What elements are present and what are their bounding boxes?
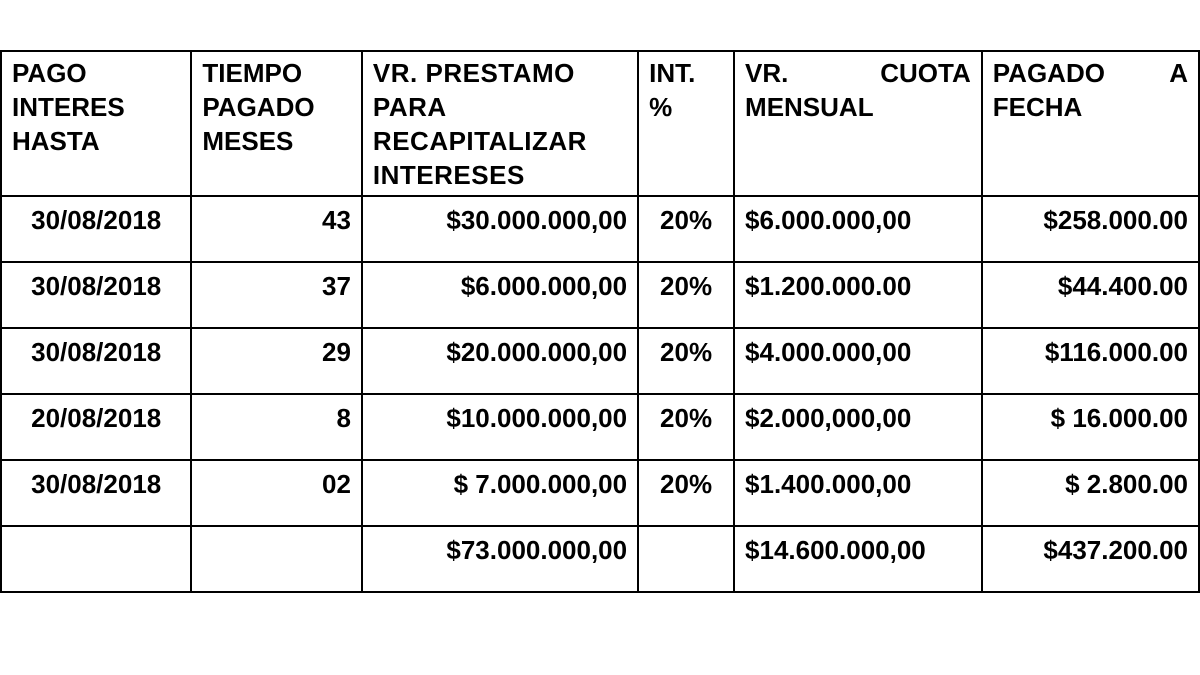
header-prestamo: VR. PRESTAMO PARA RECAPITALIZAR INTERESES	[362, 51, 638, 196]
cell-prestamo: $6.000.000,00	[362, 262, 638, 328]
cell-meses: 02	[191, 460, 362, 526]
cell-prestamo: $20.000.000,00	[362, 328, 638, 394]
cell-interes: 20%	[638, 460, 734, 526]
header-pagado-line1	[993, 56, 1188, 90]
header-pagado-line2: FECHA	[992, 92, 1083, 122]
table-row	[0, 196, 1199, 262]
total-empty-fecha	[1, 526, 191, 592]
header-cuota	[734, 51, 982, 196]
cell-fecha: 30/08/2018	[1, 196, 191, 262]
header-pagado-word1: PAGADO	[992, 58, 1105, 88]
cell-fecha: 30/08/2018	[1, 460, 191, 526]
cell-cuota: $4.000.000,00	[734, 328, 982, 394]
cell-cuota: $6.000.000,00	[734, 196, 982, 262]
total-pagado: $437.200.00	[982, 526, 1199, 592]
cell-fecha: 20/08/2018	[1, 394, 191, 460]
cell-prestamo: $ 7.000.000,00	[362, 460, 638, 526]
total-prestamo: $73.000.000,00	[362, 526, 638, 592]
cell-meses: 43	[191, 196, 362, 262]
loan-table-container	[0, 50, 1200, 593]
cell-pagado: $ 2.800.00	[982, 460, 1199, 526]
cell-pagado: $116.000.00	[982, 328, 1199, 394]
header-interes: INT. %	[638, 51, 734, 196]
total-empty-meses	[191, 526, 362, 592]
header-pagado-word2: A	[1169, 58, 1188, 88]
cell-interes: 20%	[638, 394, 734, 460]
cell-interes: 20%	[638, 196, 734, 262]
cell-interes: 20%	[638, 328, 734, 394]
total-cuota: $14.600.000,00	[734, 526, 982, 592]
loan-table	[0, 50, 1200, 593]
header-pagado	[982, 51, 1199, 196]
header-cuota-line1	[745, 56, 971, 90]
header-pago-interes: PAGO INTERES HASTA	[1, 51, 191, 196]
table-row	[0, 328, 1199, 394]
table-row	[0, 262, 1199, 328]
table-row	[0, 394, 1199, 460]
total-empty-interes	[638, 526, 734, 592]
header-cuota-word1: VR.	[745, 58, 789, 88]
cell-prestamo: $10.000.000,00	[362, 394, 638, 460]
cell-prestamo: $30.000.000,00	[362, 196, 638, 262]
cell-meses: 37	[191, 262, 362, 328]
header-cuota-line2: MENSUAL	[745, 92, 874, 122]
cell-cuota: $1.400.000,00	[734, 460, 982, 526]
cell-cuota: $1.200.000.00	[734, 262, 982, 328]
cell-pagado: $ 16.000.00	[982, 394, 1199, 460]
header-row	[0, 51, 1199, 196]
cell-interes: 20%	[638, 262, 734, 328]
cell-fecha: 30/08/2018	[1, 262, 191, 328]
cell-pagado: $44.400.00	[982, 262, 1199, 328]
cell-pagado: $258.000.00	[982, 196, 1199, 262]
header-cuota-word2: CUOTA	[880, 58, 971, 88]
table-row	[0, 460, 1199, 526]
cell-meses: 8	[191, 394, 362, 460]
header-tiempo: TIEMPO PAGADO MESES	[191, 51, 362, 196]
cell-meses: 29	[191, 328, 362, 394]
cell-cuota: $2.000,000,00	[734, 394, 982, 460]
cell-fecha: 30/08/2018	[1, 328, 191, 394]
totals-row	[0, 526, 1199, 592]
